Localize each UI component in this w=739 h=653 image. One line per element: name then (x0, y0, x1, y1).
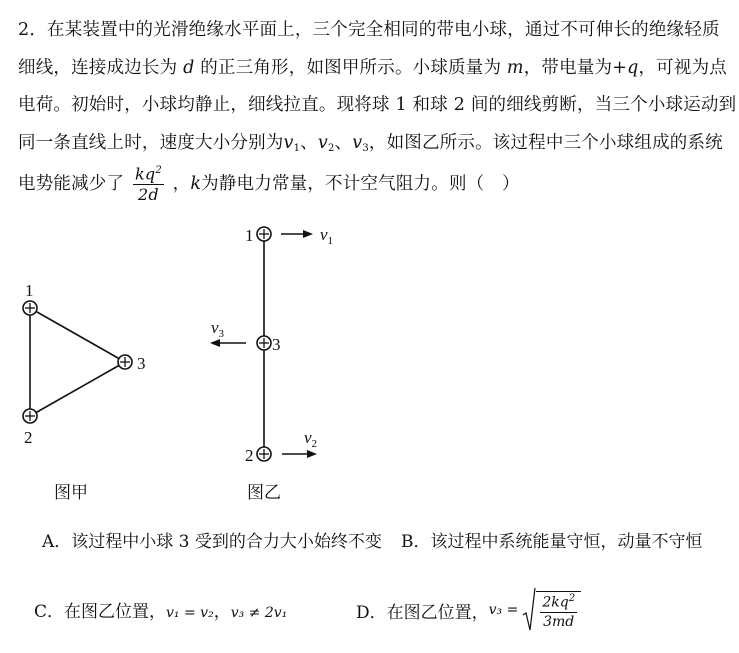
stem-text-2b: 的正三角形，如图甲所示。小球质量为 (200, 57, 502, 78)
stem-text-5b: ， (172, 174, 191, 194)
var-v2-sub: 2 (327, 142, 335, 154)
var-d: d (183, 57, 195, 78)
caption-jia: 图甲 (54, 483, 88, 503)
figure-jia (23, 301, 132, 423)
option-c-eq1: v₁ = v₂ (166, 605, 214, 621)
d-fraction-num (540, 594, 577, 613)
arrow-v1-icon (281, 230, 313, 238)
arrow-v3-icon (210, 339, 246, 347)
stem-text-4b: ，如图乙所示。该过程中三个小球组成的系统 (368, 132, 723, 153)
option-c[interactable] (34, 597, 287, 622)
string-2-3 (30, 362, 125, 416)
fraction-num-text: kq (134, 164, 156, 184)
ball-yi-2-icon (257, 447, 271, 461)
sqrt-expression (522, 587, 581, 633)
fraction-denominator: 2d (138, 185, 159, 205)
stem-text-5c: 为静电力常量，不计空气阻力。则（ ） (201, 174, 520, 194)
d-num-sup: 2 (568, 593, 576, 605)
option-a[interactable]: A．该过程中小球 3 受到的合力大小始终不变 (42, 532, 382, 552)
radical-sign-icon (522, 587, 536, 633)
stem-text-2d: ，可视为点 (638, 57, 727, 78)
figure-yi (210, 227, 317, 461)
radicand (536, 591, 581, 629)
string-1-3 (30, 308, 125, 362)
ball-1-icon (23, 301, 37, 315)
ball-yi-1-icon (257, 227, 271, 241)
figure-yi-labels (211, 225, 333, 465)
var-charge: +q (612, 57, 639, 78)
d-num-text: 2kq (542, 594, 569, 611)
jia-label-2: 2 (24, 428, 33, 447)
yi-label-3: 3 (272, 335, 281, 354)
yi-v2-label: $v_2$ (304, 428, 318, 450)
sep-1: 、 (300, 132, 318, 153)
yi-label-2: 2 (245, 446, 254, 465)
stem-text-2c: ，带电量为 (523, 57, 613, 78)
sep-2: 、 (334, 132, 353, 153)
var-v3-sub: 3 (362, 142, 369, 154)
stem-text-4a: 同一条直线上时，速度大小分别为 (18, 132, 284, 153)
stem-text-1: 在某装置中的光滑绝缘水平面上，三个完全相同的带电小球，通过不可伸长的绝缘轻质 (47, 20, 720, 40)
jia-label-1: 1 (25, 281, 34, 300)
yi-label-1: 1 (245, 226, 254, 245)
yi-v3-label: $v_3$ (211, 318, 225, 340)
stem-text-5a: 电势能减少了 (18, 174, 125, 194)
option-c-prefix: C．在图乙位置， (34, 602, 167, 622)
option-d-prefix: D．在图乙位置， (356, 602, 489, 623)
var-k: k (190, 174, 202, 194)
ball-3-icon (118, 355, 132, 369)
stem-text-2a: 细线，连接成边长为 (18, 57, 178, 78)
var-v3: v (352, 132, 363, 153)
jia-label-3: 3 (137, 354, 146, 373)
var-m: m (506, 57, 524, 78)
arrow-v2-icon (282, 450, 317, 458)
option-c-comma: ， (213, 602, 231, 622)
var-v2: v (317, 132, 328, 153)
ball-yi-3-icon (257, 336, 271, 350)
yi-v1-label: $v_1$ (320, 225, 334, 247)
option-b[interactable]: B．该过程中系统能量守恒，动量不守恒 (401, 532, 703, 552)
ball-2-icon (23, 409, 37, 423)
d-fraction-den: 3md (543, 613, 575, 630)
var-v1: v (283, 132, 294, 153)
option-d[interactable] (356, 587, 581, 633)
d-fraction (540, 594, 577, 629)
question-number: 2． (18, 20, 48, 40)
fraction-num-sup: 2 (155, 164, 162, 176)
var-v1-sub: 1 (293, 142, 301, 154)
option-d-lhs: v₃ = (488, 602, 519, 618)
stem-text-3: 电荷。初始时，小球均静止，细线拉直。现将球 1 和球 2 间的细线剪断，当三个小球运动到 (18, 95, 737, 115)
caption-yi: 图乙 (247, 483, 281, 503)
option-c-eq2: v₃ ≠ 2v₁ (230, 605, 288, 621)
